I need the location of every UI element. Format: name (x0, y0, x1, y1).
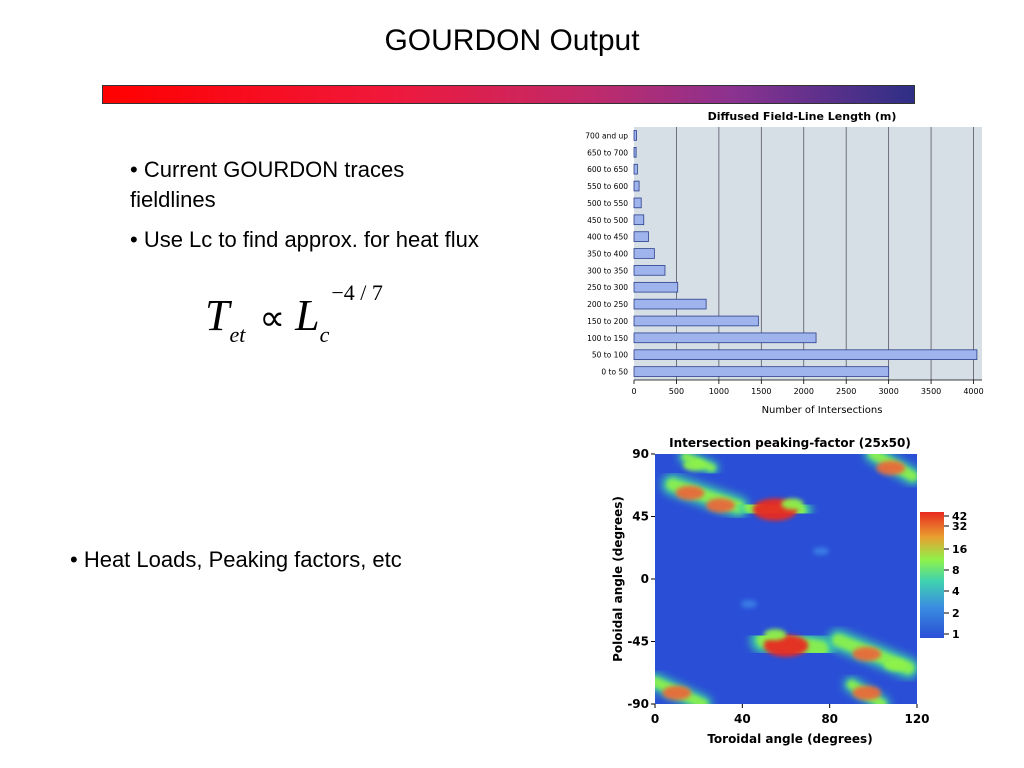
bar-chart-x-axis-label: Number of Intersections (761, 405, 883, 416)
heatmap-hotspot (781, 498, 803, 509)
bar-450-to-500 (634, 215, 644, 225)
bar-700-and-up (634, 131, 637, 141)
bar-50-to-100 (634, 350, 977, 360)
peaking-factor-heatmap (600, 428, 990, 758)
bar-chart-x-tick-label: 2000 (793, 387, 814, 396)
colorbar-label: 4 (952, 585, 960, 598)
bar-chart-category-label: 250 to 300 (587, 283, 628, 293)
bar-chart-category-label: 400 to 450 (587, 232, 628, 242)
bar-chart-category-label: 350 to 400 (587, 249, 628, 259)
heatmap-x-tick-label: 120 (904, 712, 930, 726)
colorbar-label: 32 (952, 520, 968, 533)
heatmap-y-axis-label: Poloidal angle (degrees) (611, 496, 625, 662)
bullet-current-gourdon: • Current GOURDON traces fieldlines (130, 157, 405, 212)
bar-chart-x-tick-label: 2500 (836, 387, 857, 396)
bar-chart-category-label: 150 to 200 (587, 316, 628, 326)
title-underline-gradient-bar (102, 85, 915, 104)
bar-chart-category-label: 550 to 600 (587, 182, 628, 192)
bar-chart-x-tick-label: 3500 (920, 387, 942, 396)
bar-250-to-300 (634, 282, 678, 292)
heatmap-colorbar-labels (944, 510, 968, 641)
formula-L-subscript: c (319, 322, 330, 347)
bar-chart-category-label: 650 to 700 (587, 148, 628, 158)
formula-exponent: −4 / 7 (331, 280, 383, 305)
bar-500-to-550 (634, 198, 641, 208)
heatmap-x-axis-label: Toroidal angle (degrees) (707, 732, 873, 746)
heatmap-hotspot (876, 461, 905, 475)
bar-200-to-250 (634, 299, 706, 309)
colorbar-label: 1 (952, 628, 960, 641)
heatmap-hotspot (662, 686, 691, 700)
heatmap-hotspot (741, 600, 757, 608)
heatmap-y-tick-label: -90 (627, 697, 649, 711)
bar-chart-x-tick-label: 0 (631, 387, 637, 396)
bar-150-to-200 (634, 316, 758, 326)
heatmap-x-tick-label: 40 (733, 712, 751, 726)
bar-chart-category-label: 200 to 250 (587, 300, 628, 310)
bullet-heat-loads: • Heat Loads, Peaking factors, etc (70, 547, 402, 572)
bar-chart-category-label: 500 to 550 (587, 198, 628, 208)
bar-chart-x-tick-label: 500 (668, 387, 685, 396)
heatmap-y-tick-labels (627, 447, 655, 711)
bar-chart-category-label: 0 to 50 (601, 367, 628, 377)
heatmap-y-tick-label: 45 (632, 509, 649, 524)
colorbar-label: 42 (952, 510, 968, 523)
heatmap-x-tick-label: 80 (821, 712, 839, 726)
heatmap-hotspot (706, 498, 735, 512)
scaling-formula (205, 280, 383, 348)
heatmap-title: Intersection peaking-factor (25x50) (669, 436, 911, 450)
heatmap-x-tick-labels (651, 704, 930, 726)
bar-0-to-50 (634, 367, 889, 377)
bar-chart-category-label: 50 to 100 (591, 350, 628, 360)
colorbar-label: 16 (952, 543, 968, 556)
heatmap-hotspot (852, 647, 881, 661)
formula-T-subscript: et (229, 322, 246, 347)
bar-chart-category-labels (585, 131, 628, 376)
proportional-symbol: ∝ (259, 298, 286, 338)
heatmap-hotspot (852, 686, 881, 700)
formula-L: L (295, 291, 320, 340)
heatmap-hotspot (884, 660, 906, 671)
heatmap-hotspot (683, 460, 705, 471)
bar-400-to-450 (634, 232, 648, 242)
field-line-length-bar-chart (560, 105, 990, 420)
heatmap-y-tick-label: 90 (632, 447, 649, 461)
heatmap-y-tick-label: 0 (640, 572, 649, 586)
bar-chart-title: Diffused Field-Line Length (m) (707, 110, 897, 123)
heatmap-x-tick-label: 0 (650, 712, 660, 726)
bar-600-to-650 (634, 164, 637, 174)
bar-chart-x-tick-labels (631, 380, 983, 396)
bar-chart-x-tick-label: 1000 (708, 387, 730, 396)
bar-350-to-400 (634, 249, 654, 259)
formula-T: T (205, 291, 230, 340)
bar-chart-x-tick-label: 4000 (963, 387, 984, 396)
heatmap-hotspot (813, 547, 829, 555)
bullet-use-lc: • Use Lc to find approx. for heat flux (130, 227, 479, 252)
heatmap-colorbar (920, 512, 944, 638)
heatmap-y-tick-label: -45 (627, 634, 649, 649)
bar-300-to-350 (634, 265, 665, 275)
bar-chart-category-label: 700 and up (585, 131, 628, 141)
bar-chart-category-label: 300 to 350 (587, 266, 628, 276)
colorbar-label: 2 (952, 607, 960, 620)
bar-550-to-600 (634, 181, 639, 191)
bar-100-to-150 (634, 333, 816, 343)
heatmap-hotspot (676, 486, 705, 500)
bar-chart-x-tick-label: 1500 (751, 387, 772, 396)
bar-chart-x-tick-label: 3000 (878, 387, 899, 396)
bar-chart-category-label: 100 to 150 (587, 333, 628, 343)
slide-title: GOURDON Output (384, 24, 640, 57)
bar-chart-category-label: 450 to 500 (587, 215, 628, 225)
bar-chart-category-label: 600 to 650 (587, 165, 628, 175)
bar-650-to-700 (634, 147, 636, 157)
heatmap-hotspot (764, 629, 786, 640)
colorbar-label: 8 (952, 564, 960, 577)
